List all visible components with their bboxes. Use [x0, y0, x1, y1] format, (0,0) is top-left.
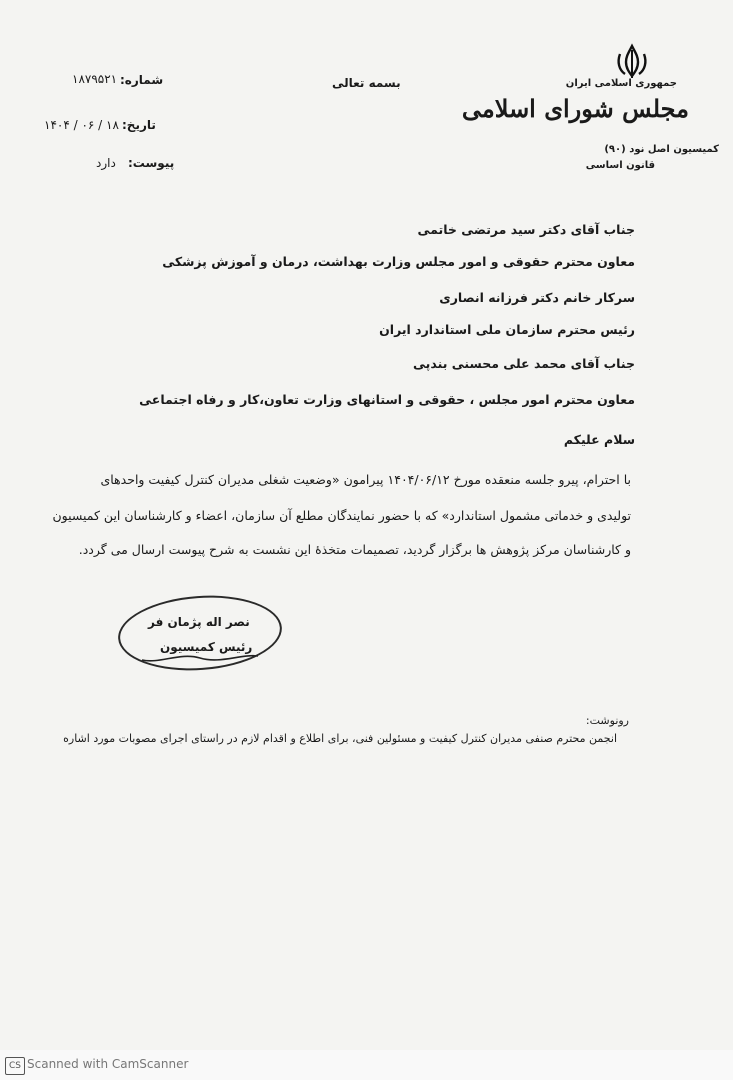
signatory-name: نصر اله پژمان فر — [148, 615, 250, 629]
addressee-1-title: معاون محترم حقوقی و امور مجلس وزارت بهداشت، درمان و آموزش پزشکی — [162, 254, 635, 269]
greeting: سلام علیکم — [563, 432, 635, 447]
committee-name: کمیسیون اصل نود (۹۰) — [604, 144, 719, 155]
body-line-1: با احترام، پیرو جلسه منعقده مورخ ۱۴۰۴/۰۶/۱۲ پیرامون «وضعیت شغلی مدیران کنترل کیفیت واحدهای — [100, 472, 631, 487]
attachment-label: پیوست: — [128, 156, 175, 170]
date-value: ۱۴۰۴ / ۰۶ / ۱۸ — [44, 118, 119, 132]
basmala: بسمه تعالی — [332, 76, 401, 90]
cc-label: رونوشت: — [585, 714, 629, 727]
org-name: مجلس شورای اسلامی — [461, 94, 689, 123]
body-line-2: تولیدی و خدماتی مشمول استاندارد» که با حضور نمایندگان مطلع آن سازمان، اعضاء و کارشناسان این کمیسیون — [52, 508, 631, 523]
addressee-3-title: معاون محترم امور مجلس ، حقوقی و استانهای وزارت تعاون،کار و رفاه اجتماعی — [139, 392, 635, 407]
number-value: ۱۸۷۹۵۲۱ — [72, 72, 118, 86]
org-country: جمهوری اسلامی ایران — [565, 78, 677, 89]
iran-emblem-icon — [612, 42, 652, 82]
camscanner-logo-icon: CS — [5, 1057, 25, 1075]
number-label: شماره: — [120, 73, 164, 87]
body-line-3: و کارشناسان مرکز پژوهش ها برگزار گردید، تصمیمات متخذهٔ این نشست به شرح پیوست ارسال می گردد. — [78, 542, 631, 557]
addressee-1: جناب آقای دکتر سید مرتضی خاتمی — [417, 222, 635, 237]
addressee-2: سرکار خانم دکتر فرزانه انصاری — [439, 290, 635, 305]
committee-subtitle: قانون اساسی — [585, 160, 655, 171]
scanner-watermark: Scanned with CamScanner — [27, 1057, 189, 1071]
attachment-value: دارد — [96, 156, 116, 170]
addressee-3: جناب آقای محمد علی محسنی بندپی — [413, 356, 635, 371]
addressee-2-title: رئیس محترم سازمان ملی استاندارد ایران — [379, 322, 635, 337]
signatory-title: رئیس کمیسیون — [160, 640, 253, 654]
date-label: تاریخ: — [122, 118, 156, 132]
signature-scribble — [140, 642, 260, 666]
cc-text: انجمن محترم صنفی مدیران کنترل کیفیت و مسئولین فنی، برای اطلاع و اقدام لازم در راستای اجرای مصوبات مورد اشاره — [63, 732, 617, 745]
